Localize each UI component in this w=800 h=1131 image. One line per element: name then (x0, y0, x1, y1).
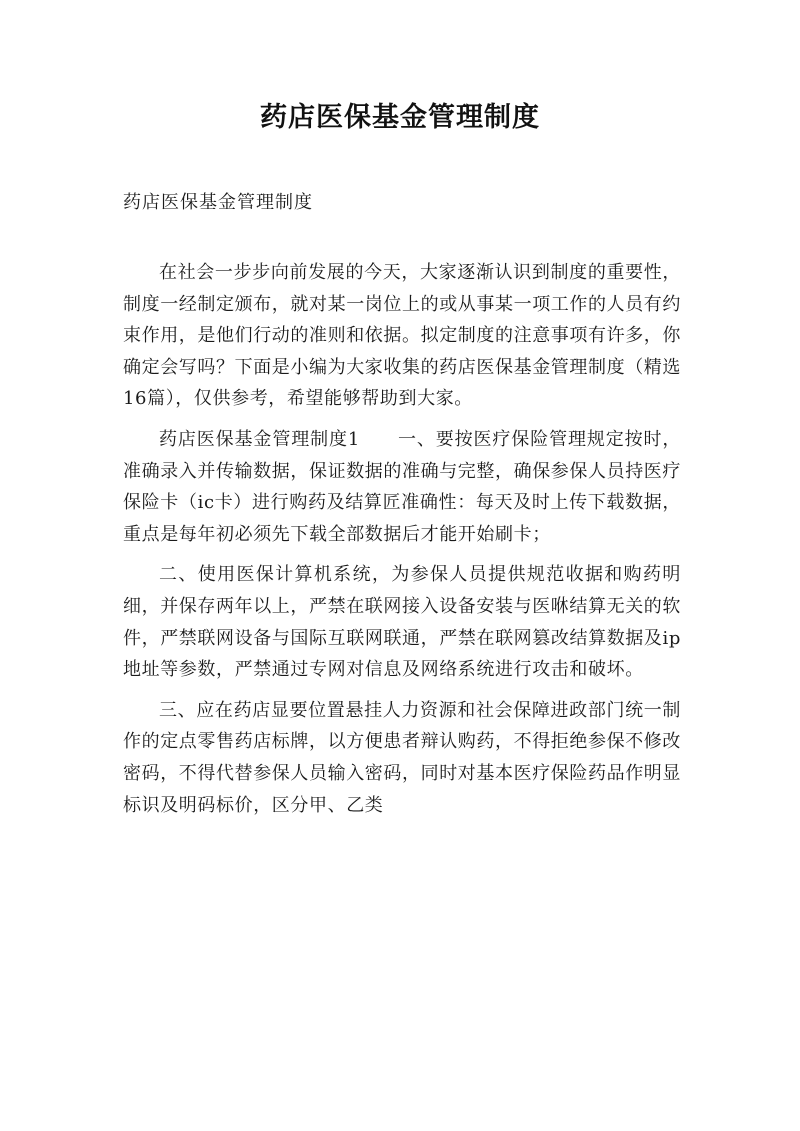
document-body (123, 257, 681, 821)
document-title: 药店医保基金管理制度 (260, 102, 540, 133)
paragraph-section-1: 药店医保基金管理制度1 一、要按医疗保险管理规定按时，准确录入并传输数据，保证数据的准确与完整，确保参保人员持医疗保险卡（ic卡）进行购药及结算匠准确性：每天及时上传下载数据，重点是每年初必须先下载全部数据后才能开始刷卡； (123, 428, 681, 545)
document-subtitle: 药店医保基金管理制度 (123, 192, 313, 213)
paragraph-section-2: 二、使用医保计算机系统，为参保人员提供规范收据和购药明细，并保存两年以上，严禁在联网接入设备安装与医咻结算无关的软件，严禁联网设备与国际互联网联通，严禁在联网篡改结算数据及ip地址等参数，严禁通过专网对信息及网络系统进行攻击和破坏。 (123, 564, 681, 681)
paragraph-intro: 在社会一步步向前发展的今天，大家逐渐认识到制度的重要性，制度一经制定颁布，就对某一岗位上的或从事某一项工作的人员有约束作用，是他们行动的准则和依据。拟定制度的注意事项有许多，你确定会写吗？下面是小编为大家收集的药店医保基金管理制度（精选16篇），仅供参考，希望能够帮助到大家。 (123, 262, 681, 410)
paragraph-section-3: 三、应在药店显要位置悬挂人力资源和社会保障进政部门统一制作的定点零售药店标牌，以方便患者辩认购药，不得拒绝参保不修改密码，不得代替参保人员输入密码，同时对基本医疗保险药品作明显标识及明码标价，区分甲、乙类 (123, 699, 681, 816)
